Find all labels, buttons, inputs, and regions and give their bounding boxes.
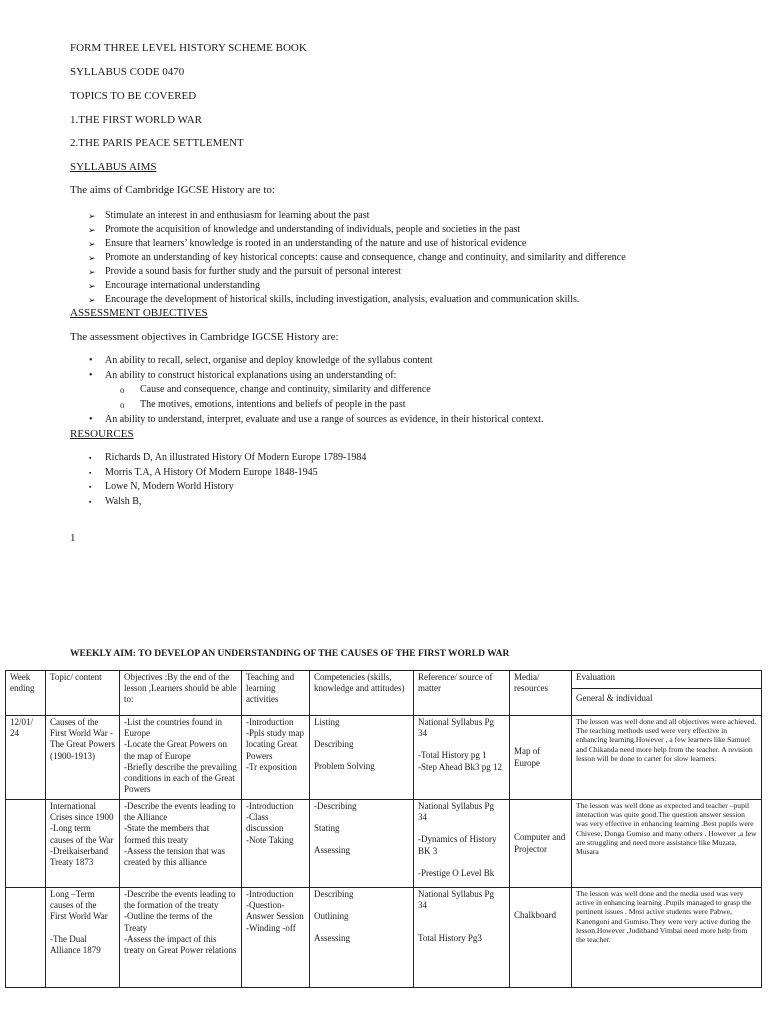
- assessment-heading: ASSESSMENT OBJECTIVES: [70, 307, 208, 319]
- resources-list: [88, 451, 366, 509]
- teaching-cell: -Introduction -Ppls study map locating Great Powers -Tr exposition: [242, 716, 310, 800]
- competencies-cell: Describing Outlining Assessing: [310, 888, 414, 988]
- scheme-table: [5, 670, 762, 988]
- list-item: • An ability to recall, select, organise and deploy knowledge of the syllabus content: [88, 354, 543, 369]
- topic-2: 2.THE PARIS PEACE SETTLEMENT: [70, 137, 244, 149]
- media-cell: Map of Europe: [510, 716, 572, 800]
- assessment-list: [88, 354, 543, 427]
- evaluation-header: Evaluation: [572, 671, 761, 689]
- bullet-icon: •: [89, 413, 93, 425]
- objectives-cell: -List the countries found in Europe -Locate the Great Powers on the map of Europe -Briefly describe the prevailing conditions in each of the Great Powers: [120, 716, 242, 800]
- objectives-cell: -Describe the events leading to the Alliance -State the members that formed this treaty -Assess the tension that was created by this alliance: [120, 800, 242, 888]
- topic-cell: International Crises since 1900 -Long term causes of the War -Dreikaiserband Treaty 1873: [46, 800, 120, 888]
- reference-cell: National Syllabus Pg 34 -Total History pg 1 -Step Ahead Bk3 pg 12: [414, 716, 510, 800]
- list-item: ➢ Stimulate an interest in and enthusiasm for learning about the past: [88, 210, 370, 221]
- week-cell: 12/01/ 24: [6, 716, 46, 800]
- list-item: ➢ Ensure that learners’ knowledge is rooted in an understanding of the nature and use of historical evidence: [88, 238, 527, 249]
- circle-bullet-icon: o: [120, 385, 125, 396]
- evaluation-cell: The lesson was well done and the media used was very active in enhancing learning .Pupils managed to grasp the pertinent issues . Most active students were Pabwe, Kanengoni and Gumiso.They were very active during the lesson.However ,Judithand Vimbai need more help from the teacher.: [572, 888, 762, 988]
- column-header: Competencies (skills, knowledge and attitudes): [310, 671, 414, 716]
- resources-heading: RESOURCES: [70, 428, 134, 440]
- list-item: ➢ Provide a sound basis for further study and the pursuit of personal interest: [88, 266, 402, 277]
- list-item: • An ability to construct historical explanations using an understanding of:: [88, 369, 543, 384]
- list-item: ▪ Morris T.A, A History Of Modern Europe 1848-1945: [88, 466, 366, 481]
- reference-cell: National Syllabus Pg 34 Total History Pg3: [414, 888, 510, 988]
- column-header: Reference/ source of matter: [414, 671, 510, 716]
- weekly-aim: WEEKLY AIM: TO DEVELOP AN UNDERSTANDING OF THE CAUSES OF THE FIRST WORLD WAR: [70, 649, 510, 659]
- list-item: ▪ Richards D, An illustrated History Of Modern Europe 1789-1984: [88, 451, 366, 466]
- arrow-bullet-icon: ➢: [88, 295, 96, 305]
- teaching-cell: -Introduction -Question-Answer Session -Winding -off: [242, 888, 310, 988]
- column-header: Topic/ content: [46, 671, 120, 716]
- document-title: FORM THREE LEVEL HISTORY SCHEME BOOK: [70, 42, 307, 54]
- objectives-cell: -Describe the events leading to the formation of the treaty -Outline the terms of the Treaty -Assess the impact of this treaty on Great Power relations: [120, 888, 242, 988]
- column-header: Teaching and learning activities: [242, 671, 310, 716]
- list-item: o The motives, emotions, intentions and beliefs of people in the past: [88, 398, 543, 413]
- assessment-intro: The assessment objectives in Cambridge IGCSE History are:: [70, 331, 339, 343]
- evaluation-cell: The lesson was well done as expected and teacher –pupil interaction was quite good.The question answer session was very effective in enhancing learning .Best pupils were Chivese, Donga Gumiso and many others . However ,a few are struggling and need more assistance like Muzata, Musara: [572, 800, 762, 888]
- topic-1: 1.THE FIRST WORLD WAR: [70, 114, 203, 126]
- media-cell: Computer and Projector: [510, 800, 572, 888]
- list-item: ▪ Walsh B,: [88, 495, 366, 510]
- aims-list: [88, 209, 626, 307]
- list-item: ➢ Encourage international understanding: [88, 280, 260, 291]
- evaluation-subheader: General & individual: [576, 693, 653, 703]
- bullet-icon: •: [89, 369, 93, 381]
- media-cell: Chalkboard: [510, 888, 572, 988]
- table-row: [6, 800, 762, 888]
- arrow-bullet-icon: ➢: [88, 253, 96, 263]
- arrow-bullet-icon: ➢: [88, 281, 96, 291]
- table-row: [6, 716, 762, 800]
- circle-bullet-icon: o: [120, 400, 125, 411]
- week-cell: [6, 800, 46, 888]
- square-bullet-icon: ▪: [89, 454, 92, 462]
- evaluation-cell: The lesson was well done and all objectives were achieved. The teaching methods used were very effective in enhancing learning.However , a few learners like Samuel and Chikanda need more help from the teacher. A revision lesson will be done to carter for slow learners.: [572, 716, 762, 800]
- competencies-cell: Listing Describing Problem Solving: [310, 716, 414, 800]
- column-header: Media/ resources: [510, 671, 572, 716]
- bullet-icon: •: [89, 355, 93, 366]
- list-item: • An ability to understand, interpret, evaluate and use a range of sources as evidence, in their historical context.: [88, 413, 543, 428]
- table-row: [6, 888, 762, 988]
- list-item: ➢ Encourage the development of historical skills, including investigation, analysis, evaluation and communication skills.: [88, 294, 580, 305]
- syllabus-code: SYLLABUS CODE 0470: [70, 66, 185, 78]
- arrow-bullet-icon: ➢: [88, 239, 96, 249]
- square-bullet-icon: ▪: [89, 497, 92, 506]
- topic-cell: Long –Term causes of the First World War -The Dual Alliance 1879: [46, 888, 120, 988]
- arrow-bullet-icon: ➢: [88, 225, 96, 235]
- aims-heading: SYLLABUS AIMS: [70, 161, 157, 173]
- column-header: Objectives :By the end of the lesson ,Learners should be able to:: [120, 671, 242, 716]
- list-item: ➢ Promote the acquisition of knowledge and understanding of individuals, people and societies in the past: [88, 224, 521, 235]
- week-cell: [6, 888, 46, 988]
- column-header-evaluation: [572, 671, 762, 716]
- competencies-cell: -Describing Stating Assessing: [310, 800, 414, 888]
- square-bullet-icon: ▪: [89, 468, 92, 477]
- aims-intro: The aims of Cambridge IGCSE History are to:: [70, 184, 275, 196]
- column-header: Week ending: [6, 671, 46, 716]
- teaching-cell: -Introduction -Class discussion -Note Taking: [242, 800, 310, 888]
- list-item: o Cause and consequence, change and continuity, similarity and difference: [88, 383, 543, 398]
- list-item: ▪ Lowe N, Modern World History: [88, 480, 366, 495]
- reference-cell: National Syllabus Pg 34 -Dynamics of History BK 3 -Prestige O Level Bk: [414, 800, 510, 888]
- list-item: ➢ Promote an understanding of key historical concepts: cause and consequence, change and continuity, and similarity and difference: [88, 252, 626, 263]
- square-bullet-icon: ▪: [89, 483, 92, 491]
- arrow-bullet-icon: ➢: [88, 211, 96, 221]
- table-header-row: [6, 671, 762, 716]
- arrow-bullet-icon: ➢: [88, 267, 96, 277]
- topic-cell: Causes of the First World War -The Great Powers (1900-1913): [46, 716, 120, 800]
- topics-heading: TOPICS TO BE COVERED: [70, 90, 197, 102]
- page-number: 1: [70, 532, 76, 544]
